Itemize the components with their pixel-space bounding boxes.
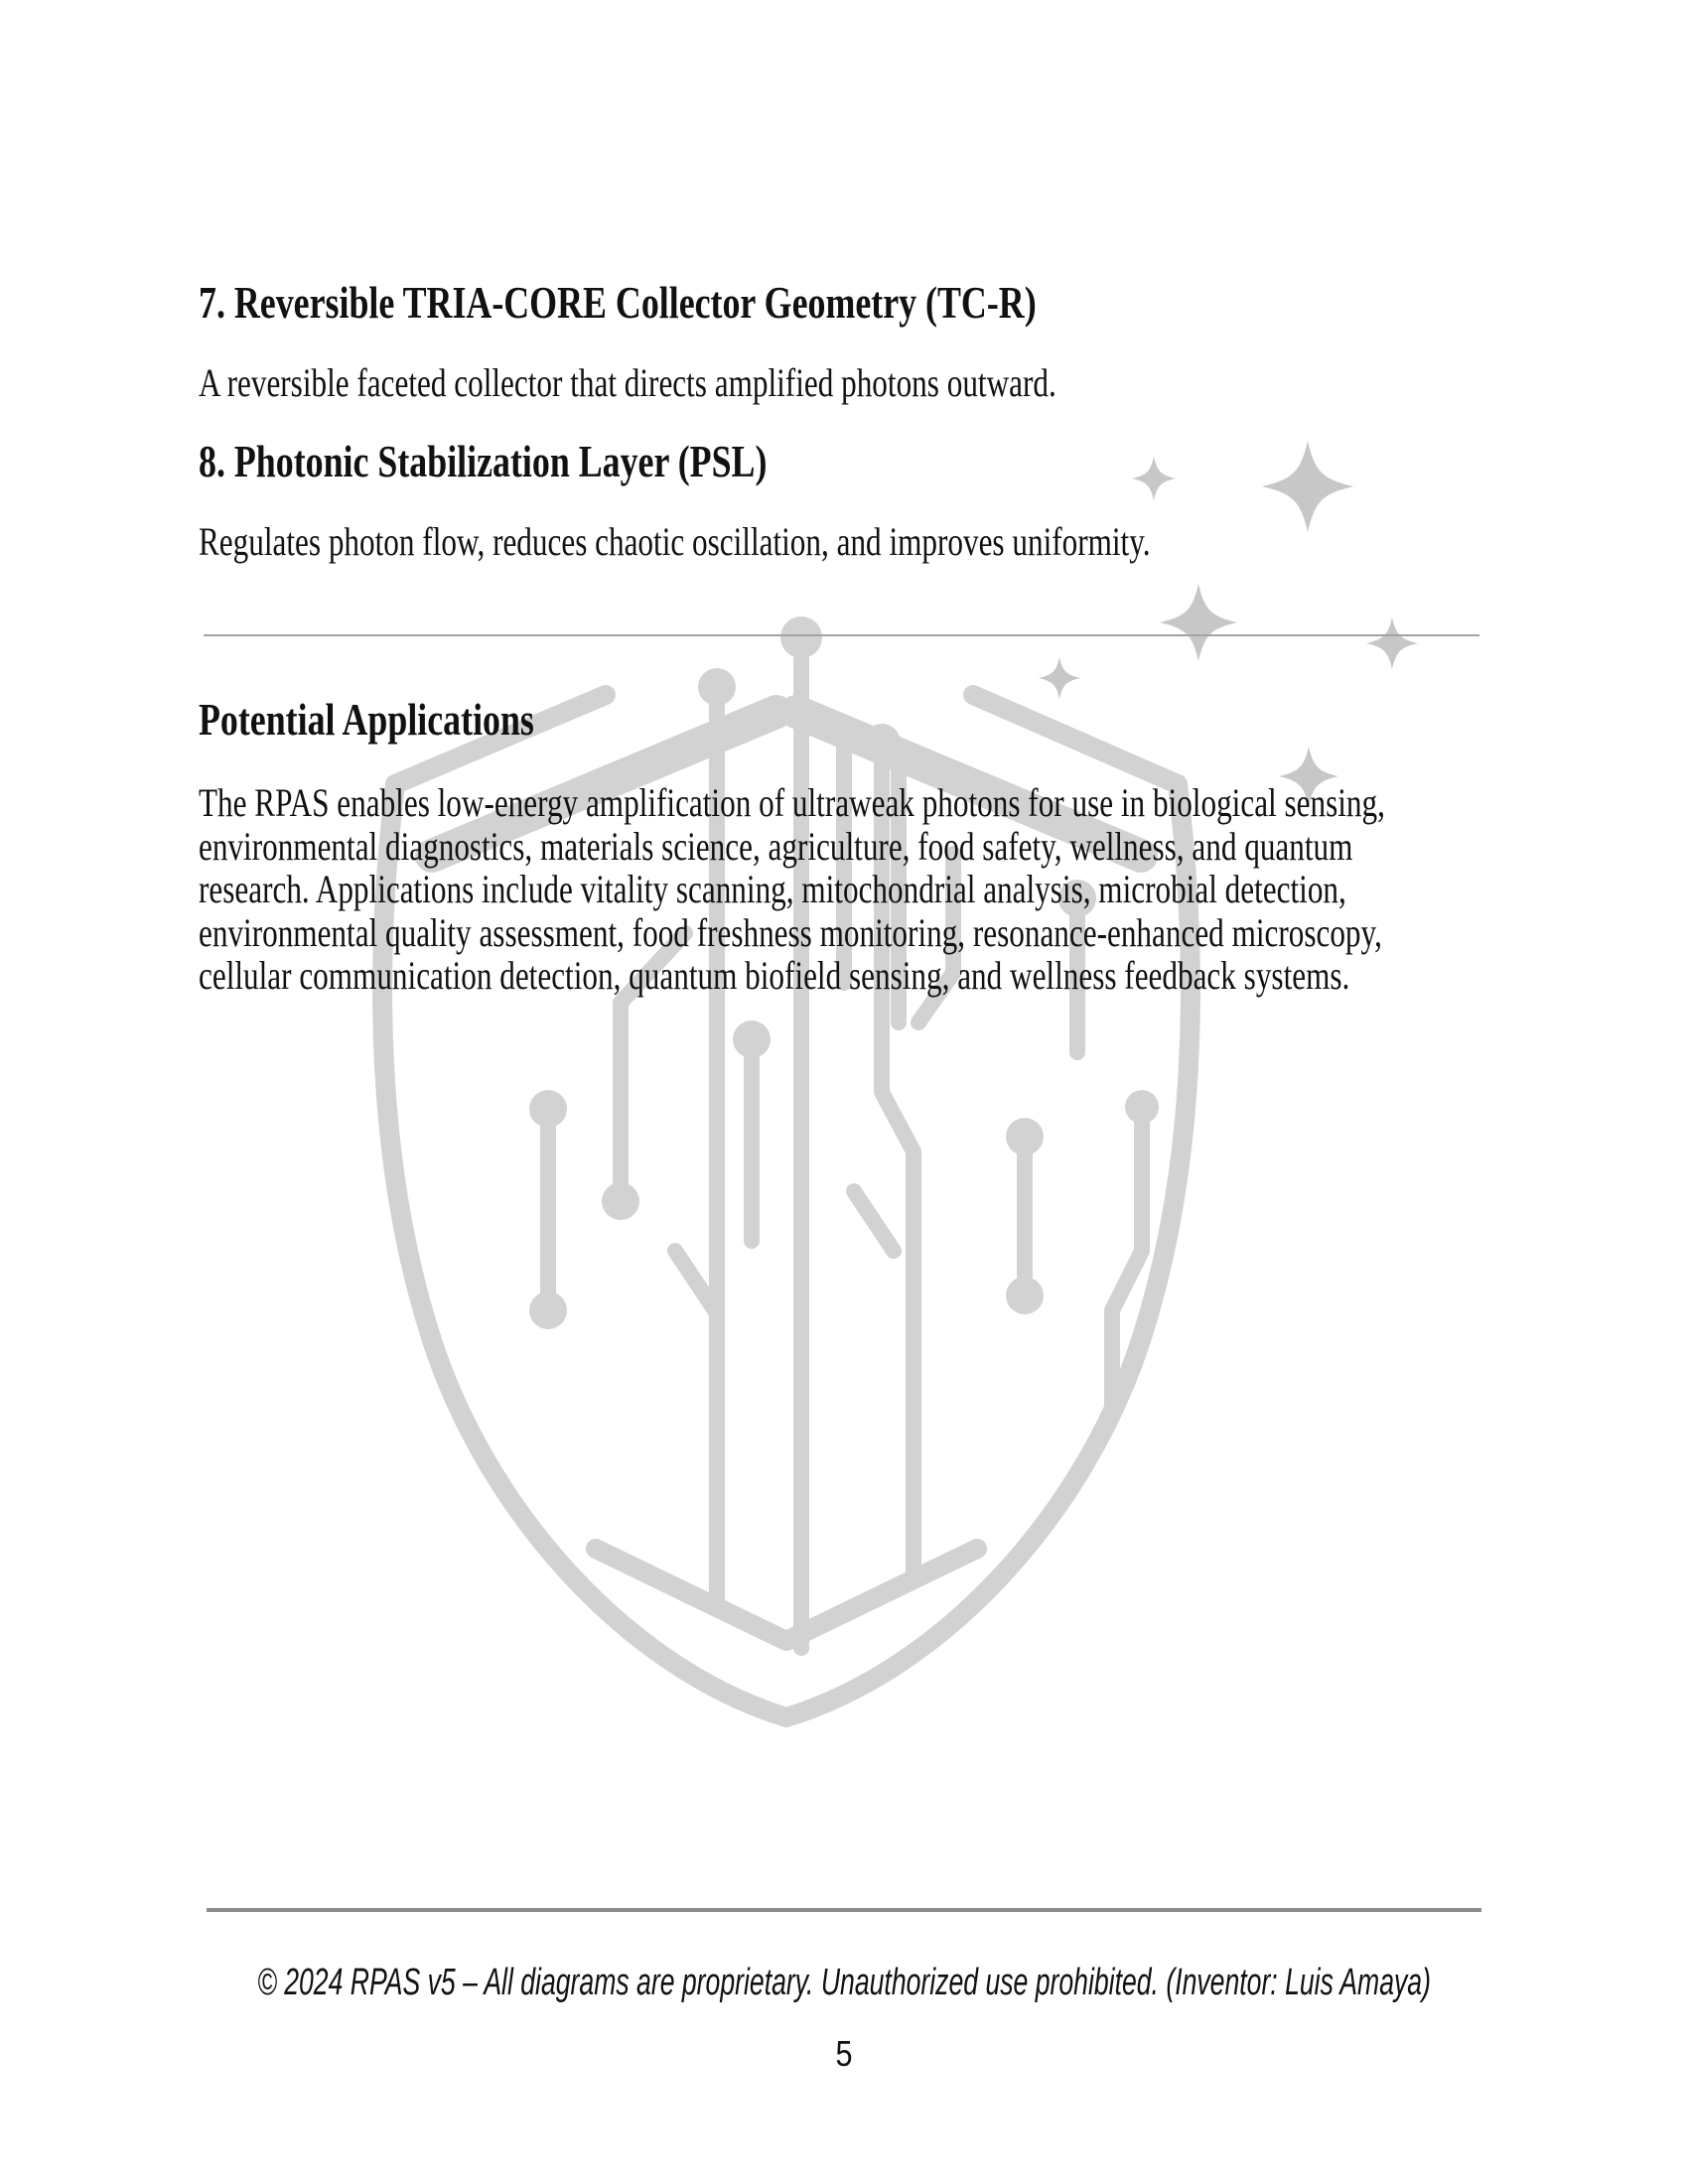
sparkle-icon — [1262, 441, 1353, 532]
page-number: 5 — [835, 2033, 853, 2074]
sparkle-icon — [1366, 617, 1418, 669]
sparkle-icon — [1160, 584, 1237, 661]
paragraph-line: research. Applications include vitality scanning, mitochondrial analysis, microbial detection, — [199, 867, 1346, 911]
sparkle-icon — [1132, 457, 1176, 500]
paragraph-line: cellular communication detection, quantum biofield sensing, and wellness feedback systems. — [199, 953, 1350, 998]
applications-paragraph — [199, 781, 1688, 998]
paragraph-line: The RPAS enables low-energy amplification of ultraweak photons for use in biological sensing, — [199, 780, 1385, 825]
footer — [0, 1964, 1688, 2001]
paragraph-line: environmental quality assessment, food freshness monitoring, resonance-enhanced microscopy, — [199, 909, 1382, 955]
section-8-body: Regulates photon flow, reduces chaotic oscillation, and improves uniformity. — [199, 519, 1151, 564]
page-number-area — [0, 2033, 1688, 2074]
section-8-heading: 8. Photonic Stabilization Layer (PSL) — [199, 436, 768, 486]
copyright-notice: © 2024 RPAS v5 – All diagrams are proprietary. Unauthorized use prohibited. (Inventor: Luis Amaya) — [257, 1962, 1431, 2003]
section-divider-rule — [204, 634, 1479, 636]
footer-rule — [207, 1908, 1481, 1912]
section-7-heading: 7. Reversible TRIA-CORE Collector Geometry (TC-R) — [199, 277, 1037, 328]
sparkle-icon — [1039, 657, 1080, 699]
applications-heading: Potential Applications — [199, 694, 534, 745]
paragraph-line: environmental diagnostics, materials science, agriculture, food safety, wellness, and quantum — [199, 823, 1353, 869]
section-7-body: A reversible faceted collector that directs amplified photons outward. — [199, 360, 1056, 405]
